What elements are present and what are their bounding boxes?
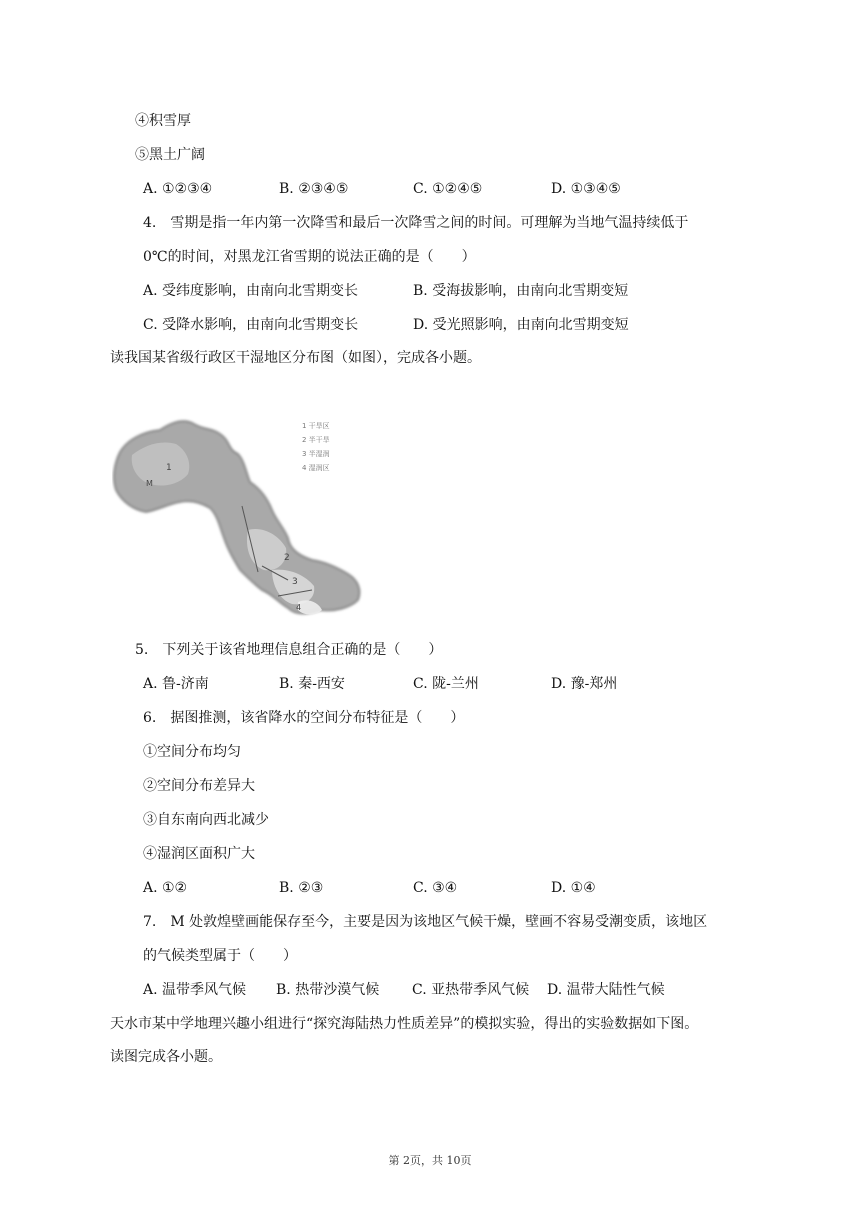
experiment-intro-line1: 天水市某中学地理兴趣小组进行“探究海陆热力性质差异”的模拟实验，得出的实验数据如下图。 [110,1016,699,1032]
q6-option-a: A. ①② [143,880,188,896]
q4-option-d: D. 受光照影响，由南向北雪期变短 [413,317,629,333]
legend-item-2: 2 半干旱 [302,436,330,444]
map-label-m: M [146,479,153,488]
map-label-3: 3 [292,577,298,587]
q7-stem-line2: 的气候类型属于（ ） [143,948,297,964]
q3-option-b: B. ②③④⑤ [279,181,349,197]
q3-option-d: D. ①③④⑤ [551,181,621,197]
q7-option-a: A. 温带季风气候 [143,982,247,998]
q5-option-c: C. 陇-兰州 [413,676,479,692]
q6-statement-4: ④湿润区面积广大 [143,846,255,862]
q4-stem-line1: 4. 雪期是指一年内第一次降雪和最后一次降雪之间的时间。可理解为当地气温持续低于 [143,215,689,231]
q7-option-c: C. 亚热带季风气候 [412,982,530,998]
q3-option-c: C. ①②④⑤ [413,181,483,197]
q5-option-a: A. 鲁-济南 [143,676,209,692]
q4-stem-line2: 0℃的时间，对黑龙江省雪期的说法正确的是（ ） [143,249,476,265]
legend-item-3: 3 半湿润 [302,450,330,458]
province-dry-wet-map [112,410,367,622]
q6-option-c: C. ③④ [413,880,458,896]
q7-option-b: B. 热带沙漠气候 [276,982,380,998]
q6-statement-2: ②空间分布差异大 [143,778,255,794]
q6-statement-3: ③自东南向西北减少 [143,812,269,828]
q5-option-b: B. 秦-西安 [279,676,345,692]
q5-stem: 5. 下列关于该省地理信息组合正确的是（ ） [135,642,443,658]
q7-stem-line1: 7. M 处敦煌壁画能保存至今，主要是因为该地区气候干燥，壁画不容易受潮变质，该地区 [143,914,708,930]
legend-item-4: 4 湿润区 [302,464,330,472]
q5-option-d: D. 豫-郑州 [551,676,618,692]
q6-stem: 6. 据图推测，该省降水的空间分布特征是（ ） [143,710,465,726]
q7-option-d: D. 温带大陆性气候 [547,982,665,998]
q6-statement-1: ①空间分布均匀 [143,744,241,760]
page-footer: 第 2页，共 10页 [388,1154,472,1167]
legend-item-1: 1 干旱区 [302,422,330,430]
map-label-4: 4 [296,603,302,612]
q4-option-b: B. 受海拔影响，由南向北雪期变短 [413,283,629,299]
q6-option-b: B. ②③ [279,880,324,896]
map-label-2: 2 [284,553,290,563]
experiment-intro-line2: 读图完成各小题。 [110,1049,222,1065]
q4-option-a: A. 受纬度影响，由南向北雪期变长 [143,283,359,299]
q6-option-d: D. ①④ [551,880,596,896]
statement-5: ⑤黑土广阔 [135,147,205,163]
map-label-1: 1 [166,463,172,473]
statement-4: ④积雪厚 [135,113,191,129]
map-intro: 读我国某省级行政区干湿地区分布图（如图），完成各小题。 [110,350,481,366]
q3-option-a: A. ①②③④ [143,181,213,197]
q4-option-c: C. 受降水影响，由南向北雪期变长 [143,317,359,333]
map-legend [302,421,330,472]
